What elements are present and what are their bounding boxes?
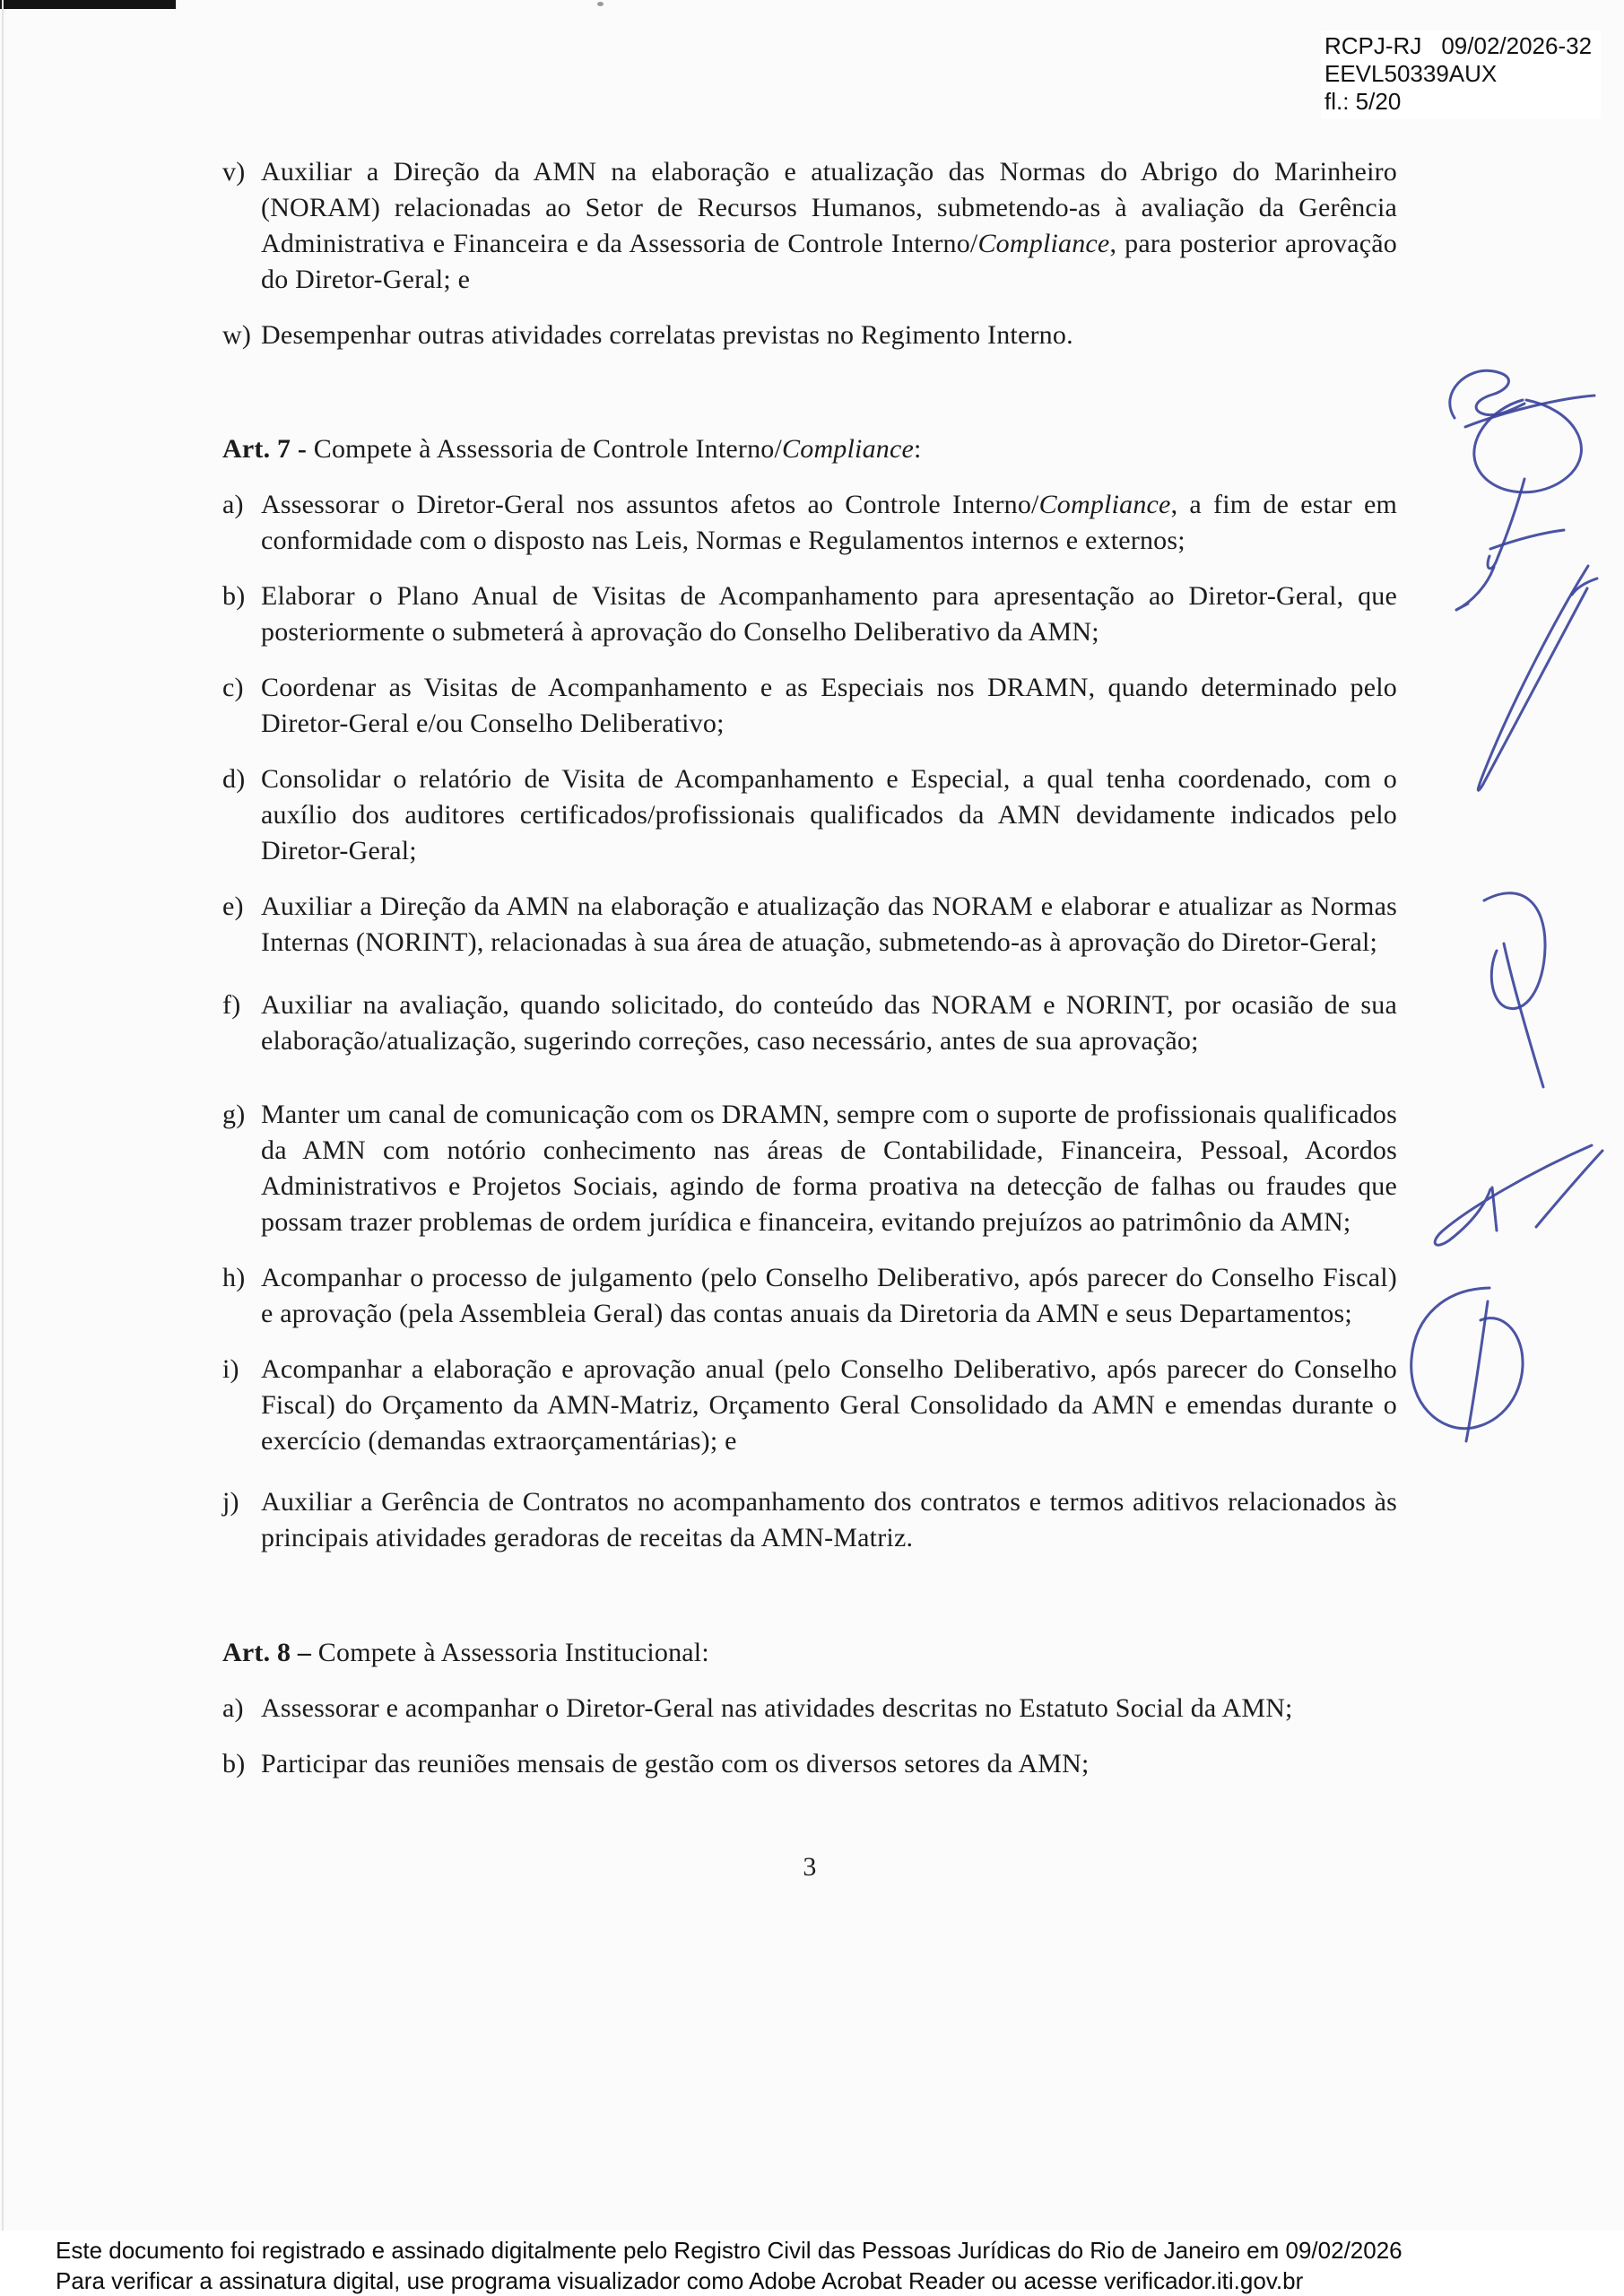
item-letter: b) xyxy=(222,581,246,611)
signature-stroke xyxy=(1478,566,1588,790)
item-letter: e) xyxy=(222,891,244,921)
scan-artifact-top-edge xyxy=(0,0,176,9)
item-letter: a) xyxy=(222,1693,244,1723)
item-text: Acompanhar o processo de julgamento (pelo Conselho Deliberativo, após parecer do Conselho Fiscal) e aprovação (pela Assembleia Geral) das contas anuais da Diretoria da AMN e seus Departamentos; xyxy=(261,1263,1397,1328)
list-item-7i xyxy=(222,1352,1397,1459)
list-item-7c xyxy=(222,670,1397,742)
article-7-title: Compete à Assessoria de Controle Interno/Compliance: xyxy=(307,434,922,464)
item-letter: h) xyxy=(222,1263,246,1292)
stamp-registry: RCPJ-RJ xyxy=(1324,32,1422,59)
item-text: Auxiliar a Gerência de Contratos no acompanhamento dos contratos e termos aditivos relacionados às principais atividades geradoras de receitas da AMN-Matriz. xyxy=(261,1487,1397,1552)
signature-stroke xyxy=(1484,893,1545,1009)
item-letter: c) xyxy=(222,673,244,702)
list-item-7b xyxy=(222,578,1397,650)
item-letter: i) xyxy=(222,1354,239,1384)
list-item-v xyxy=(222,154,1397,298)
item-text: Consolidar o relatório de Visita de Acompanhamento e Especial, a qual tenha coordenado, com o auxílio dos auditores certificados/profissionais qualificados da AMN devidamente indicados pelo Diretor-Geral; xyxy=(261,764,1397,865)
item-letter: a) xyxy=(222,490,244,519)
stamp-date-code: 09/02/2026-32 xyxy=(1441,32,1593,59)
signature-stroke xyxy=(1492,1187,1497,1231)
signature-stroke xyxy=(1465,396,1594,427)
item-text: Assessorar o Diretor-Geral nos assuntos afetos ao Controle Interno/Compliance, a fim de estar em conformidade com o disposto nas Leis, Normas e Regulamentos internos e externos; xyxy=(261,490,1398,555)
item-letter: b) xyxy=(222,1749,246,1779)
list-item-7e xyxy=(222,889,1397,961)
item-letter: v) xyxy=(222,157,246,187)
signature-rubric-4 xyxy=(1411,1288,1523,1441)
item-text: Coordenar as Visitas de Acompanhamento e as Especiais nos DRAMN, quando determinado pelo Diretor-Geral e/ou Conselho Deliberativo; xyxy=(261,673,1397,738)
list-item-8a xyxy=(222,1691,1397,1726)
item-letter: j) xyxy=(222,1487,239,1517)
signature-stroke xyxy=(1450,370,1524,418)
item-text: Desempenhar outras atividades correlatas previstas no Regimento Interno. xyxy=(261,320,1073,350)
item-letter: d) xyxy=(222,764,246,794)
stamp-folio: fl.: 5/20 xyxy=(1324,88,1402,115)
list-item-7j xyxy=(222,1484,1397,1556)
item-text: Auxiliar na avaliação, quando solicitado, do conteúdo das NORAM e NORINT, por ocasião de sua elaboração/atualização, sugerindo correções, caso necessário, antes de sua aprovação; xyxy=(261,990,1397,1056)
article-8-heading xyxy=(222,1635,1397,1671)
list-item-7h xyxy=(222,1260,1397,1332)
list-item-7f xyxy=(222,987,1397,1059)
signature-stroke xyxy=(1572,578,1597,595)
item-text: Auxiliar a Direção da AMN na elaboração e atualização das Normas do Abrigo do Marinheiro (NORAM) relacionadas ao Setor de Recursos Humanos, submetendo-as à avaliação da Gerência Administrativa e Financeira e da Assessoria de Controle Interno/Compliance, para posterior aprovação do Diretor-Geral; e xyxy=(261,157,1397,294)
signature-stroke xyxy=(1435,1145,1592,1245)
signature-stroke xyxy=(1490,530,1564,549)
item-text: Acompanhar a elaboração e aprovação anual (pelo Conselho Deliberativo, após parecer do Conselho Fiscal) do Orçamento da AMN-Matriz, Orçamento Geral Consolidado da AMN e emendas durante o exercício (demandas extraorçamentárias); e xyxy=(261,1354,1397,1456)
signature-stroke xyxy=(1536,1151,1602,1227)
item-text: Assessorar e acompanhar o Diretor-Geral nas atividades descritas no Estatuto Social da AMN; xyxy=(261,1693,1293,1723)
article-7-heading xyxy=(222,431,1397,467)
item-letter: w) xyxy=(222,320,252,350)
item-text: Auxiliar a Direção da AMN na elaboração e atualização das NORAM e elaborar e atualizar as Normas Internas (NORINT), relacionadas à sua área de atuação, submetendo-as à aprovação do Diretor-Geral; xyxy=(261,891,1397,957)
signature-rubric-3 xyxy=(1435,1145,1602,1245)
signature-stroke xyxy=(1474,400,1582,492)
signature-rubric-2 xyxy=(1484,893,1545,1087)
digital-signature-footer xyxy=(56,2235,1403,2296)
list-item-7g xyxy=(222,1097,1397,1240)
footer-line-2: Para verificar a assinatura digital, use programa visualizador como Adobe Acrobat Reader ou acesse verificador.iti.gov.br xyxy=(56,2267,1304,2294)
page-number: 3 xyxy=(803,1852,817,1882)
item-letter: f) xyxy=(222,990,241,1020)
item-text: Elaborar o Plano Anual de Visitas de Acompanhamento para apresentação ao Diretor-Geral, que posteriormente o submeterá à aprovação do Conselho Deliberativo da AMN; xyxy=(261,581,1397,647)
list-item-7a xyxy=(222,487,1397,559)
list-item-8b xyxy=(222,1746,1397,1782)
signature-stroke xyxy=(1504,944,1543,1087)
item-letter: g) xyxy=(222,1100,246,1129)
list-item-7d xyxy=(222,761,1397,869)
signature-stroke xyxy=(1466,1301,1488,1441)
stamp-protocol: EEVL50339AUX xyxy=(1324,60,1498,87)
signature-stroke xyxy=(1456,567,1494,610)
signature-stroke xyxy=(1488,479,1524,569)
article-8-label: Art. 8 – xyxy=(222,1638,312,1667)
signature-rubric-1 xyxy=(1450,370,1597,790)
footer-line-1: Este documento foi registrado e assinado digitalmente pelo Registro Civil das Pessoas Jurídicas do Rio de Janeiro em 09/02/2026 xyxy=(56,2237,1403,2264)
document-body xyxy=(222,0,1397,1885)
item-text: Participar das reuniões mensais de gestão com os diversos setores da AMN; xyxy=(261,1749,1090,1779)
article-8-title: Compete à Assessoria Institucional: xyxy=(311,1638,709,1667)
list-item-w xyxy=(222,317,1397,353)
scan-artifact-left-edge xyxy=(2,0,4,2231)
article-7-label: Art. 7 - xyxy=(222,434,308,464)
signature-stroke xyxy=(1411,1288,1523,1429)
item-text: Manter um canal de comunicação com os DRAMN, sempre com o suporte de profissionais qualificados da AMN com notório conhecimento nas áreas de Contabilidade, Financeira, Pessoal, Acordos Administrativos e Projetos Sociais, agindo de forma proativa na detecção de falhas ou fraudes que possam trazer problemas de ordem jurídica e financeira, evitando prejuízos ao patrimônio da AMN; xyxy=(261,1100,1397,1237)
